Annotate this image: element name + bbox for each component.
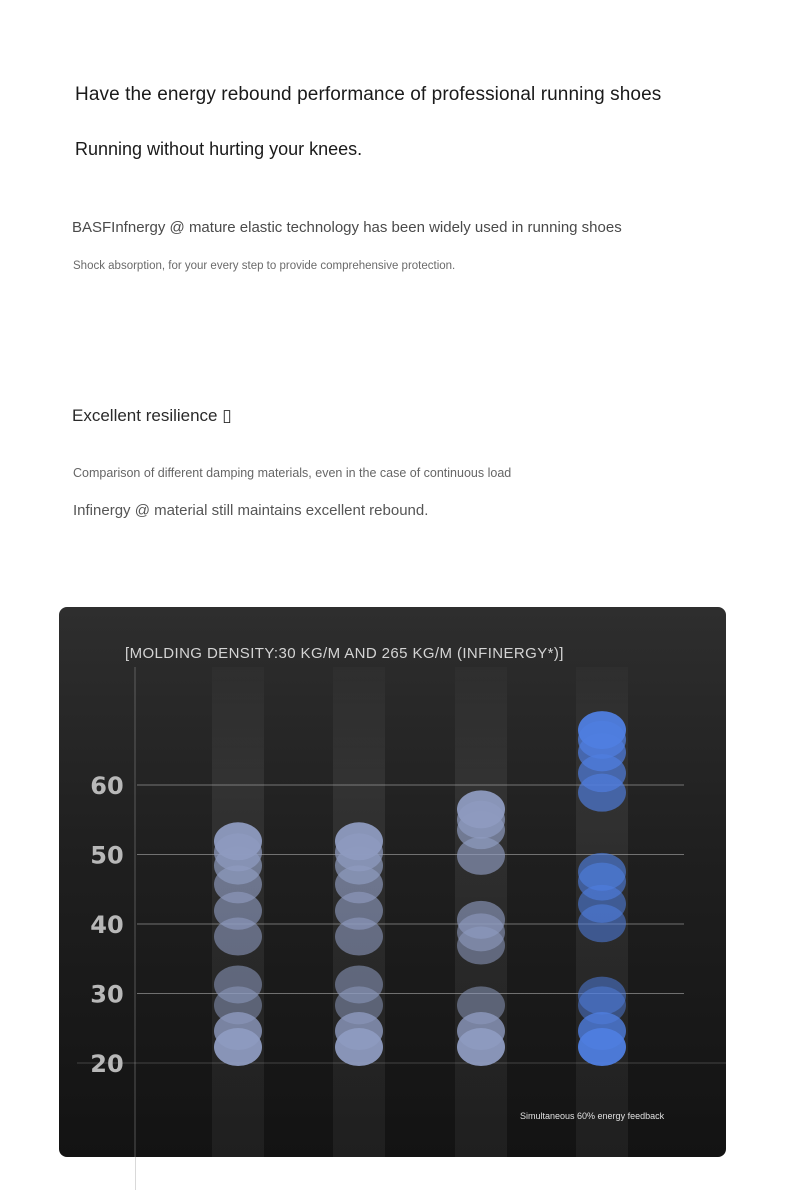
y-tick-label-60: 60 [90,772,124,800]
chart-annotation: Simultaneous 60% energy feedback [520,1111,665,1121]
data-point-s2-4 [335,965,383,1003]
headline: Have the energy rebound performance of professional running shoes [75,84,662,105]
data-point-s3-6 [457,901,505,939]
data-point-s4-13 [578,711,626,749]
y-tick-label-50: 50 [90,841,124,870]
shock-absorption-line: Shock absorption, for your every step to provide comprehensive protection. [73,260,456,272]
data-point-s4-8 [578,853,626,891]
data-point-s1-10 [214,822,262,860]
y-tick-label-20: 20 [90,1050,124,1078]
resilience-heading: Excellent resilience ▯ [72,406,232,425]
subheadline: Running without hurting your knees. [75,139,363,159]
data-point-s4-4 [578,977,626,1015]
technology-line: BASFInfnergy @ mature elastic technology has been widely used in running shoes [72,219,622,236]
data-point-s3-3 [457,986,505,1024]
chart-title: [MOLDING DENSITY:30 KG/M AND 265 KG/M (INFINERGY*)] [125,645,564,662]
data-point-s1-4 [214,965,262,1003]
data-point-s2-10 [335,822,383,860]
y-tick-label-40: 40 [90,911,124,939]
chart-plot [59,607,726,1157]
rebound-chart [59,607,726,1157]
y-tick-label-30: 30 [90,980,124,1009]
infinergy-line: Infinergy @ material still maintains excellent rebound. [73,502,429,519]
comparison-line: Comparison of different damping materials, even in the case of continuous load [73,466,512,480]
y-axis-line-extension [135,1157,136,1190]
data-point-s3-10 [457,790,505,828]
